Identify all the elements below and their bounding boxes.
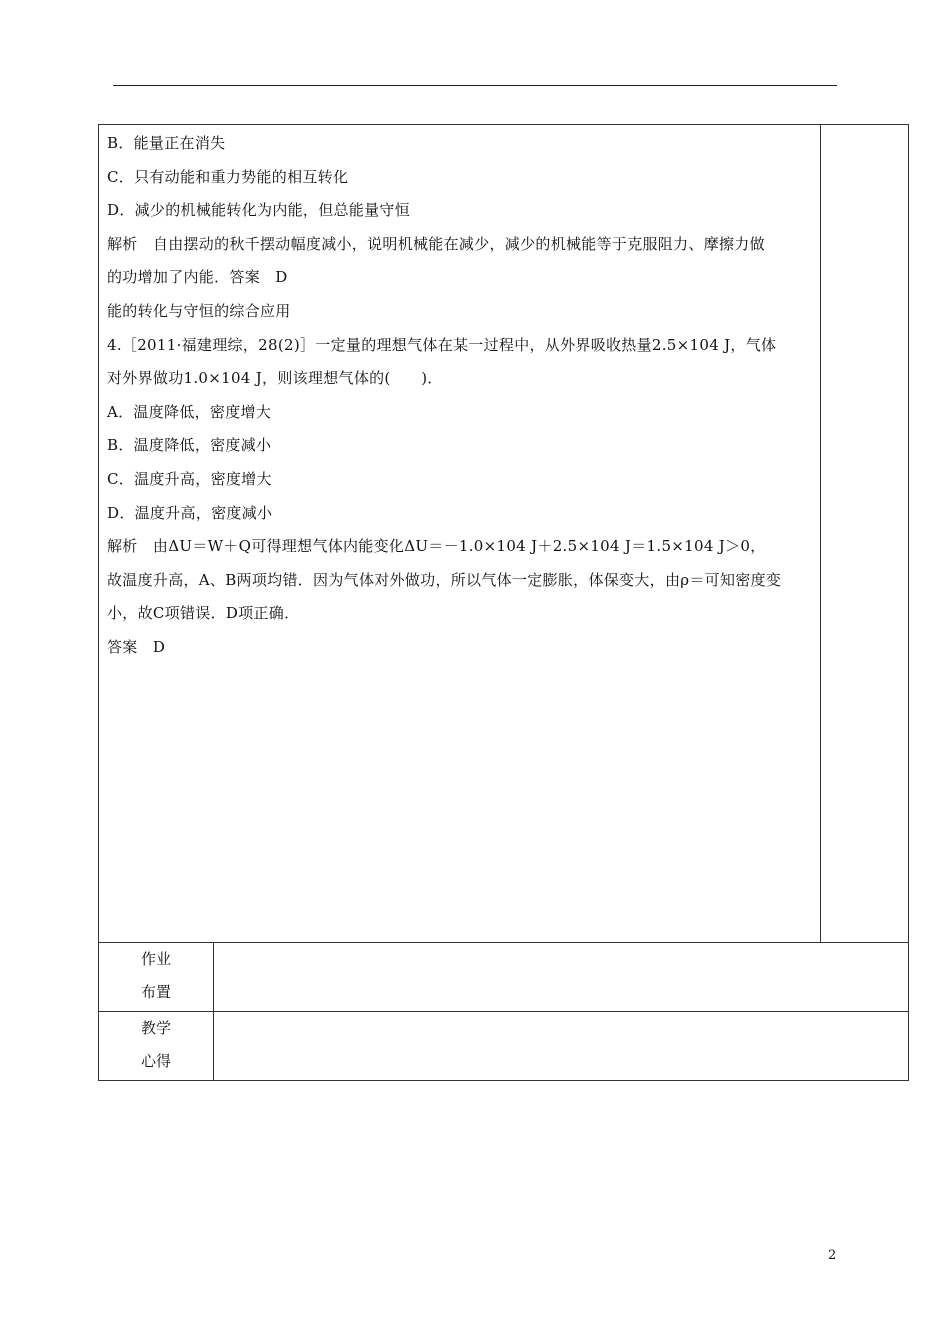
q4-analysis-line-2: 故温度升高，A、B两项均错．因为气体对外做功，所以气体一定膨胀，体保变大，由ρ＝可知密度变: [107, 570, 782, 589]
section-heading: 能的转化与守恒的综合应用: [107, 301, 291, 320]
reflection-field: [214, 1012, 909, 1081]
homework-label-line-1: 作业: [140, 950, 171, 968]
analysis-line-2: 的功增加了内能．答案 D: [107, 268, 288, 287]
homework-field: [214, 943, 909, 1012]
question-4-line-1: 4.［2011·福建理综，28(2)］一定量的理想气体在某一过程中，从外界吸收热量2.5×104 J，气体: [107, 335, 777, 354]
homework-label: [99, 943, 214, 1012]
content-cell: [99, 125, 821, 943]
q4-option-a: A．温度降低，密度增大: [107, 402, 272, 421]
q4-option-d: D．温度升高，密度减小: [107, 503, 273, 522]
content-row: [99, 125, 909, 943]
q4-option-b: B．温度降低，密度减小: [107, 436, 272, 455]
q4-answer: 答案 D: [107, 637, 166, 656]
reflection-label-line-1: 教学: [140, 1019, 171, 1037]
page-number: 2: [828, 1248, 837, 1263]
homework-row: [99, 943, 909, 1012]
q4-option-c: C．温度升高，密度增大: [107, 469, 272, 488]
option-b: B．能量正在消失: [107, 134, 226, 152]
header-rule: [113, 85, 837, 86]
side-cell: [821, 125, 909, 943]
reflection-label-line-2: 心得: [140, 1052, 171, 1070]
lesson-table: [98, 124, 909, 1081]
reflection-row: [99, 1012, 909, 1081]
question-4-line-2: 对外界做功1.0×104 J，则该理想气体的( )．: [107, 369, 443, 388]
q4-analysis-line-3: 小，故C项错误．D项正确．: [107, 604, 300, 623]
q4-analysis-line-1: 解析 由ΔU＝W＋Q可得理想气体内能变化ΔU＝－1.0×104 J＋2.5×104 J＝1.5×104 J＞0，: [107, 537, 766, 556]
option-d: D．减少的机械能转化为内能，但总能量守恒: [107, 201, 411, 220]
analysis-line-1: 解析 自由摆动的秋千摆动幅度减小，说明机械能在减少，减少的机械能等于克服阻力、摩擦力做: [107, 234, 765, 253]
reflection-label: [99, 1012, 214, 1081]
option-c: C．只有动能和重力势能的相互转化: [107, 167, 349, 186]
homework-label-line-2: 布置: [140, 983, 171, 1001]
